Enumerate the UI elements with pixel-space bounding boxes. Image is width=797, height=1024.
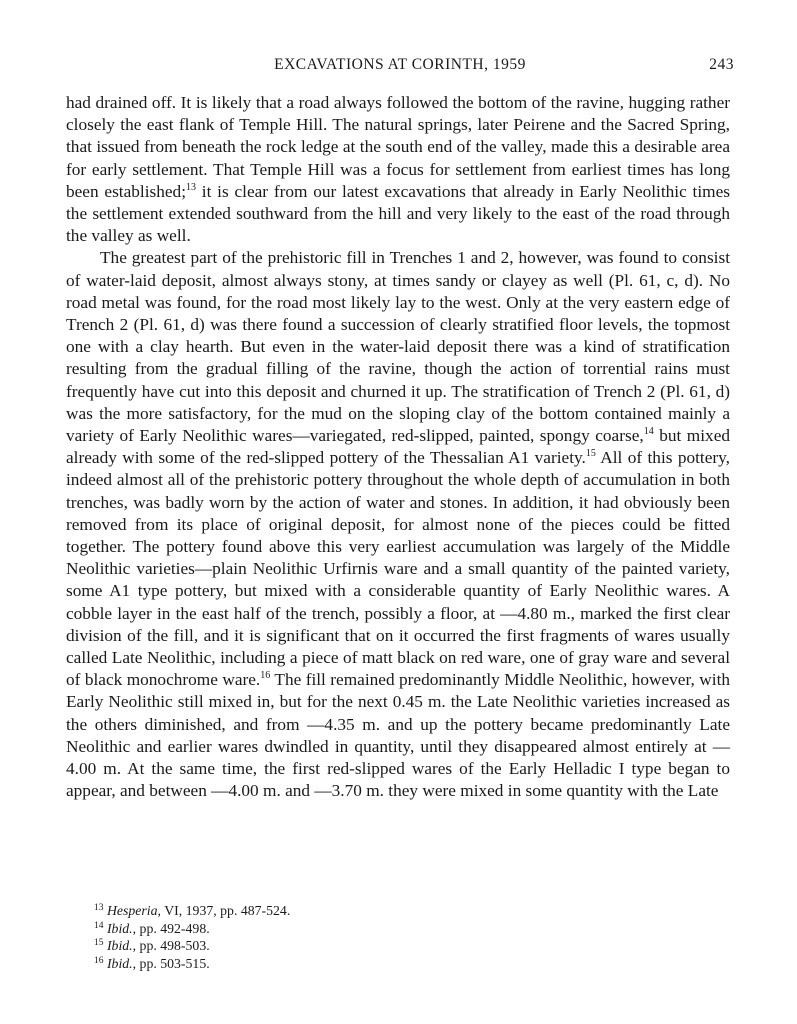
footnote-citation: , pp. 503-515.	[132, 955, 210, 971]
footnote-source: Ibid.	[106, 955, 133, 971]
footnote-ref-16: 16	[260, 670, 271, 682]
page-number: 243	[709, 56, 734, 73]
paragraph-2-text-d: The fill remained predominantly Middle Neolithic, however, with Early Neolithic still mixed in, but for the next 0.45 m. the Late Neolithic varieties increased as the others diminished, and from —4.35 m. and up the pottery became predominantly Late Neolithic and earlier wares dwindled in quantity, until they disappeared almost entirely at —4.00 m. At the same time, the first red-slipped wares of the Early Helladic I type began to appear, and between —4.00 m. and —3.70 m. they were mixed in some quantity with the Late	[66, 670, 731, 801]
paragraph-2-text-a: The greatest part of the prehistoric fill in Trenches 1 and 2, however, was found to consist of water-laid deposit, almost always stony, at times sandy or clayey as well (Pl. 61, c, d). No road metal was found, for the road most likely lay to the west. Only at the very eastern edge of Trench 2 (Pl. 61, d) was there found a succession of clearly stratified floor levels, the topmost one with a clay hearth. But even in the water-laid deposit there was a kind of stratification resulting from the gradual filling of the ravine, though the action of torrential rains must frequently have cut into this deposit and churned it up. The stratification of Trench 2 (Pl. 61, d) was the more satisfactory, for the mud on the sloping clay of the bottom contained mainly a variety of Early Neolithic wares—variegated, red-slipped, painted, spongy coarse,	[66, 248, 730, 446]
footnote-citation: , VI, 1937, pp. 487-524.	[157, 903, 291, 918]
footnote-15	[94, 937, 290, 955]
footnote-marker: 13	[94, 903, 104, 913]
footnote-marker: 15	[94, 938, 104, 949]
footnote-14	[94, 920, 290, 938]
footnote-source: Hesperia	[106, 903, 158, 918]
footnote-13	[94, 902, 290, 920]
paragraph-1-text-b: it is clear from our latest excavations that already in Early Neolithic times the settlement extended southward from the hill and very likely to the east of the road through the valley as well.	[66, 181, 730, 246]
footnote-source: Ibid.	[106, 920, 133, 936]
paragraph-1-text-a: had drained off. It is likely that a road always followed the bottom of the ravine, hugging rather closely the east flank of Temple Hill. The natural springs, later Peirene and the Sacred Spring, that issued from beneath the rock ledge at the south end of the valley, made this a desirable area for early settlement. That Temple Hill was a focus for settlement from earliest times has long been established;	[66, 93, 730, 201]
paragraph-1	[66, 92, 730, 247]
body-text	[66, 92, 730, 803]
footnote-ref-14: 14	[643, 426, 654, 438]
running-title: EXCAVATIONS AT CORINTH, 1959	[274, 56, 526, 73]
footnote-source: Ibid.	[106, 938, 133, 954]
footnote-ref-13: 13	[186, 181, 196, 193]
footnote-ref-15: 15	[585, 448, 596, 460]
paragraph-2	[66, 247, 730, 802]
paragraph-2-text-b: but mixed already with some of the red-slipped pottery of the Thessalian A1 variety.	[66, 426, 731, 468]
footnote-16	[94, 955, 290, 973]
footnotes	[94, 902, 290, 972]
footnote-citation: , pp. 498-503.	[132, 938, 210, 954]
footnote-marker: 16	[94, 955, 104, 966]
paragraph-2-text-c: All of this pottery, indeed almost all of the prehistoric pottery throughout the whole depth of accumulation in both trenches, was badly worn by the action of water and stones. In addition, it had obviously been removed from its place of original deposit, for almost none of the pieces could be fitted together. The pottery found above this very earliest accumulation was largely of the Middle Neolithic varieties—plain Neolithic Urfirnis ware and a small quantity of the painted variety, some A1 type pottery, but mixed with a considerable quantity of Early Neolithic wares. A cobble layer in the east half of the trench, possibly a floor, at —4.80 m., marked the first clear division of the fill, and it is significant that on it occurred the first fragments of wares usually called Late Neolithic, including a piece of matt black on red ware, one of gray ware and several of black monochrome ware.	[66, 448, 730, 690]
footnote-citation: , pp. 492-498.	[132, 920, 210, 936]
running-head	[66, 56, 734, 80]
footnote-marker: 14	[94, 920, 104, 931]
